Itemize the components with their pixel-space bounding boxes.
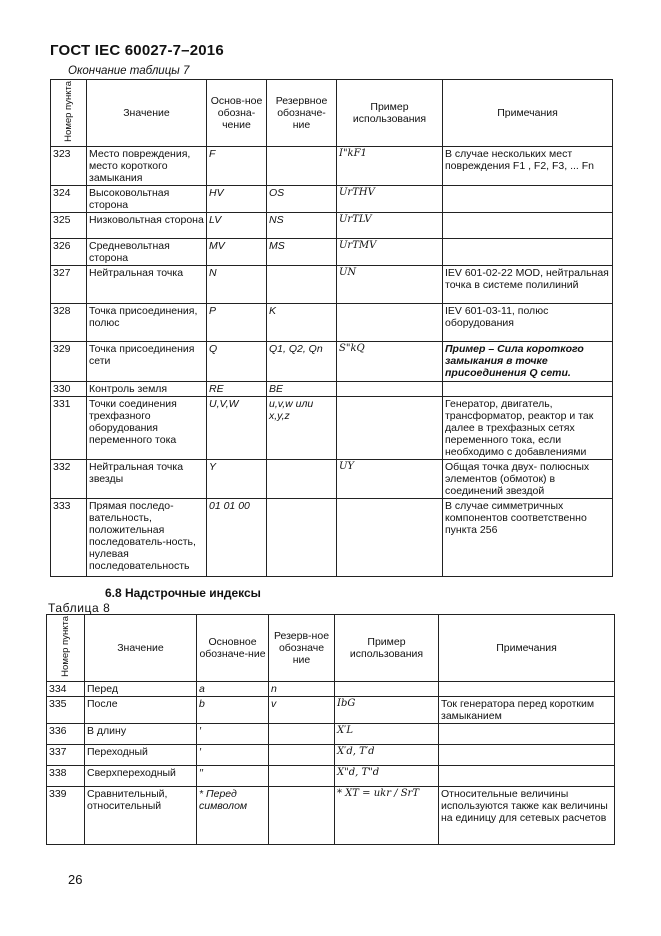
cell-notes: В случае нескольких мест повреждения F1 , F2, F3, ... Fn — [443, 146, 613, 185]
cell-reserve — [269, 786, 335, 844]
cell-num: 324 — [51, 185, 87, 212]
cell-num: 334 — [47, 681, 85, 696]
cell-main: F — [207, 146, 267, 185]
cell-meaning: Сверхпереходный — [85, 765, 197, 786]
cell-meaning: После — [85, 696, 197, 723]
cell-main: HV — [207, 185, 267, 212]
cell-reserve: v — [269, 696, 335, 723]
cell-example — [335, 681, 439, 696]
cell-meaning: Нейтральная точка — [87, 265, 207, 303]
cell-reserve: u,v,w или x,y,z — [267, 396, 337, 459]
cell-main: MV — [207, 238, 267, 265]
cell-reserve: OS — [267, 185, 337, 212]
header-meaning: Значение — [87, 80, 207, 147]
cell-notes: Общая точка двух- полюсных элементов (обмоток) в соединений звездой — [443, 459, 613, 498]
header-reserve: Резерв-ное обозначе ние — [269, 615, 335, 682]
cell-reserve: Q1, Q2, Qn — [267, 341, 337, 381]
cell-reserve — [269, 744, 335, 765]
cell-example: UrTMV — [337, 238, 443, 265]
table-row — [51, 212, 613, 238]
cell-num: 331 — [51, 396, 87, 459]
cell-example: X"d, T"d — [335, 765, 439, 786]
table-row — [47, 681, 615, 696]
cell-notes — [443, 212, 613, 238]
cell-reserve: MS — [267, 238, 337, 265]
cell-reserve — [267, 146, 337, 185]
cell-example — [337, 396, 443, 459]
cell-notes — [443, 381, 613, 396]
cell-example — [337, 303, 443, 341]
table-header-row — [51, 80, 613, 147]
table-row — [47, 744, 615, 765]
cell-num: 338 — [47, 765, 85, 786]
cell-num: 336 — [47, 723, 85, 744]
cell-example: UrTLV — [337, 212, 443, 238]
cell-meaning: Нейтральная точка звезды — [87, 459, 207, 498]
cell-num: 325 — [51, 212, 87, 238]
cell-main: Q — [207, 341, 267, 381]
cell-main: U,V,W — [207, 396, 267, 459]
table-row — [51, 303, 613, 341]
cell-notes — [439, 744, 615, 765]
cell-num: 330 — [51, 381, 87, 396]
header-notes: Примечания — [439, 615, 615, 682]
cell-reserve: NS — [267, 212, 337, 238]
cell-meaning: Средневольтная сторона — [87, 238, 207, 265]
table-row — [51, 185, 613, 212]
cell-example: S"kQ — [337, 341, 443, 381]
cell-notes: Генератор, двигатель, трансформатор, реактор и так далее в трехфазных сетях переменного тока, если необходимо с добавлениями — [443, 396, 613, 459]
table-row — [51, 238, 613, 265]
cell-notes: Пример – Сила короткого замыкания в точке присоединения Q сети. — [443, 341, 613, 381]
cell-reserve — [269, 723, 335, 744]
header-num: Номер пункта — [51, 80, 87, 147]
cell-meaning: Переходный — [85, 744, 197, 765]
cell-num: 329 — [51, 341, 87, 381]
cell-meaning: Точка присоединения, полюс — [87, 303, 207, 341]
cell-main: ′ — [197, 723, 269, 744]
cell-example: X′L — [335, 723, 439, 744]
cell-reserve — [269, 765, 335, 786]
cell-notes — [443, 185, 613, 212]
table-row — [47, 765, 615, 786]
header-main: Основное обозначе-ние — [197, 615, 269, 682]
cell-main: a — [197, 681, 269, 696]
cell-meaning: Низковольтная сторона — [87, 212, 207, 238]
page-number: 26 — [68, 872, 83, 887]
header-main: Основ-ное обозна-чение — [207, 80, 267, 147]
cell-num: 323 — [51, 146, 87, 185]
cell-num: 333 — [51, 498, 87, 576]
cell-meaning: Сравнительный, относительный — [85, 786, 197, 844]
cell-main: ′ — [197, 744, 269, 765]
table-row — [51, 265, 613, 303]
cell-reserve — [267, 459, 337, 498]
header-meaning: Значение — [85, 615, 197, 682]
table-row — [51, 396, 613, 459]
table-8 — [46, 614, 615, 845]
table-row — [51, 381, 613, 396]
cell-num: 335 — [47, 696, 85, 723]
cell-meaning: Перед — [85, 681, 197, 696]
cell-example — [337, 381, 443, 396]
cell-reserve — [267, 498, 337, 576]
table7-caption: Окончание таблицы 7 — [68, 65, 190, 77]
header-notes: Примечания — [443, 80, 613, 147]
header-example: Пример использования — [337, 80, 443, 147]
cell-example: * XT = ukr / SrT — [335, 786, 439, 844]
table8-caption: Таблица 8 — [48, 601, 111, 615]
cell-meaning: Высоковольтная сторона — [87, 185, 207, 212]
table-7 — [50, 79, 613, 577]
cell-main: Y — [207, 459, 267, 498]
table-row — [47, 786, 615, 844]
cell-notes — [439, 681, 615, 696]
cell-main: RE — [207, 381, 267, 396]
cell-meaning: Точка присоединения сети — [87, 341, 207, 381]
header-example: Пример использования — [335, 615, 439, 682]
cell-example: I"kF1 — [337, 146, 443, 185]
table-row — [51, 341, 613, 381]
cell-reserve — [267, 265, 337, 303]
cell-num: 332 — [51, 459, 87, 498]
cell-meaning: Контроль земля — [87, 381, 207, 396]
cell-example: UY — [337, 459, 443, 498]
cell-num: 326 — [51, 238, 87, 265]
cell-meaning: Прямая последо-вательность, положительная последователь-ность, нулевая последовательность — [87, 498, 207, 576]
header-num: Номер пункта — [47, 615, 85, 682]
cell-main: P — [207, 303, 267, 341]
table-row — [51, 459, 613, 498]
cell-main: ′′ — [197, 765, 269, 786]
cell-notes: Ток генератора перед коротким замыканием — [439, 696, 615, 723]
cell-notes — [439, 723, 615, 744]
cell-reserve: n — [269, 681, 335, 696]
cell-notes: IEV 601-03-11, полюс оборудования — [443, 303, 613, 341]
cell-num: 328 — [51, 303, 87, 341]
cell-main: N — [207, 265, 267, 303]
cell-num: 327 — [51, 265, 87, 303]
section-title: 6.8 Надстрочные индексы — [105, 586, 261, 600]
cell-num: 339 — [47, 786, 85, 844]
table-row — [51, 146, 613, 185]
table-row — [51, 498, 613, 576]
cell-example: IbG — [335, 696, 439, 723]
cell-notes: IEV 601-02-22 MOD, нейтральная точка в системе полилиний — [443, 265, 613, 303]
table-row — [47, 723, 615, 744]
cell-num: 337 — [47, 744, 85, 765]
cell-notes — [439, 765, 615, 786]
header-reserve: Резервное обозначе-ние — [267, 80, 337, 147]
table-header-row — [47, 615, 615, 682]
cell-main: 01 01 00 — [207, 498, 267, 576]
cell-example: UrTHV — [337, 185, 443, 212]
cell-example: X′d, T′d — [335, 744, 439, 765]
cell-meaning: Место повреждения, место короткого замыкания — [87, 146, 207, 185]
cell-reserve: BE — [267, 381, 337, 396]
cell-notes — [443, 238, 613, 265]
standard-number: ГОСТ IEC 60027-7–2016 — [50, 42, 224, 59]
cell-notes: Относительные величины используются также как величины на единицу для сетевых расчетов — [439, 786, 615, 844]
cell-meaning: Точки соединения трехфазного оборудования переменного тока — [87, 396, 207, 459]
cell-main: b — [197, 696, 269, 723]
cell-main: LV — [207, 212, 267, 238]
cell-reserve: K — [267, 303, 337, 341]
cell-notes: В случае симметричных компонентов соответственно пункта 256 — [443, 498, 613, 576]
cell-meaning: В длину — [85, 723, 197, 744]
cell-example — [337, 498, 443, 576]
cell-example: UN — [337, 265, 443, 303]
table-row — [47, 696, 615, 723]
cell-main: * Перед символом — [197, 786, 269, 844]
